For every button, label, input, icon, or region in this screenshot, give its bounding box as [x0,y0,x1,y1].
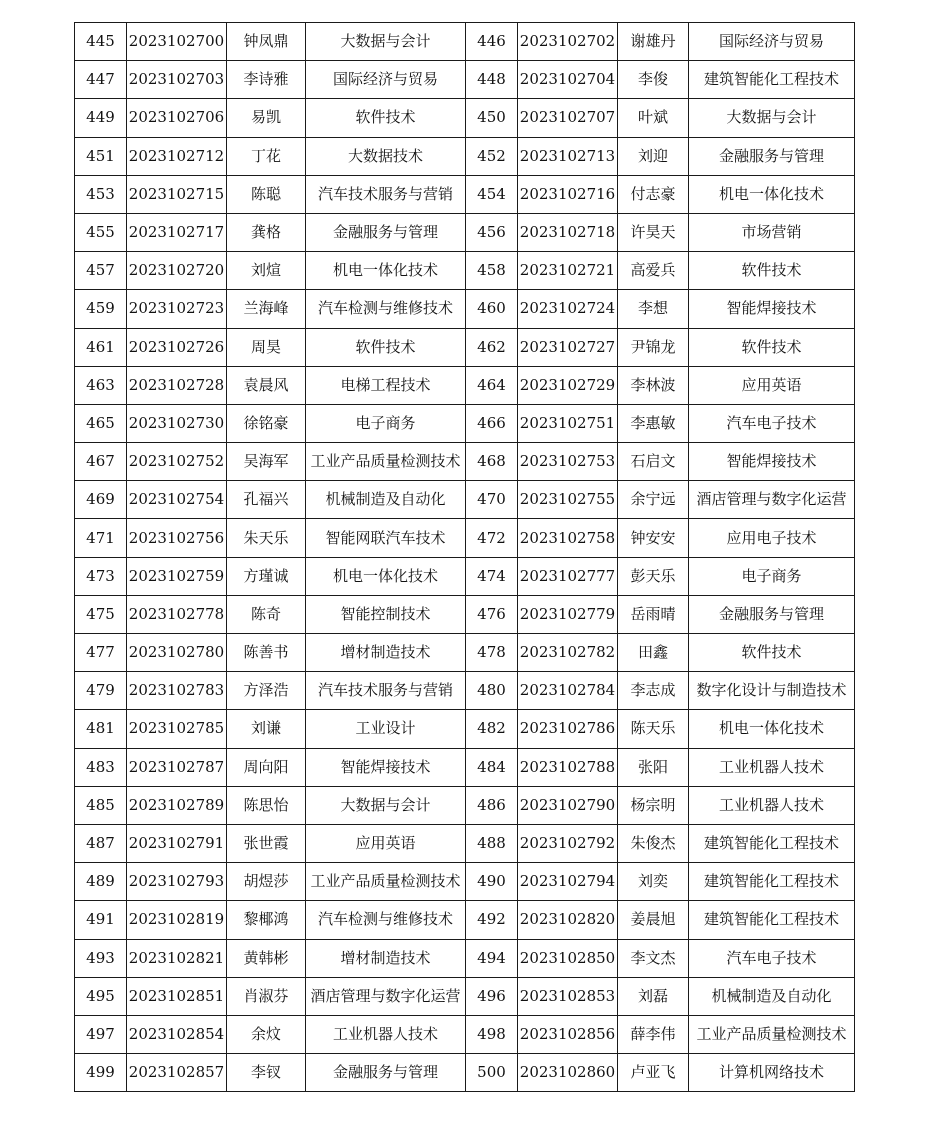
seq-number-cell: 451 [75,137,127,175]
major-cell: 工业设计 [306,710,466,748]
table-row [75,977,855,1015]
student-id-cell: 2023102779 [518,595,618,633]
student-id-cell: 2023102716 [518,175,618,213]
major-cell: 汽车技术服务与营销 [306,672,466,710]
student-name-cell: 李志成 [618,672,689,710]
seq-number-cell: 473 [75,557,127,595]
student-id-cell: 2023102784 [518,672,618,710]
major-cell: 增材制造技术 [306,939,466,977]
student-id-cell: 2023102777 [518,557,618,595]
table-row [75,634,855,672]
major-cell: 酒店管理与数字化运营 [306,977,466,1015]
seq-number-cell: 456 [466,213,518,251]
student-id-cell: 2023102730 [127,404,227,442]
student-id-cell: 2023102819 [127,901,227,939]
seq-number-cell: 481 [75,710,127,748]
table-row [75,901,855,939]
student-id-cell: 2023102782 [518,634,618,672]
major-cell: 智能焊接技术 [306,748,466,786]
major-cell: 机电一体化技术 [306,557,466,595]
student-id-cell: 2023102860 [518,1054,618,1092]
student-id-cell: 2023102724 [518,290,618,328]
major-cell: 机械制造及自动化 [306,481,466,519]
student-id-cell: 2023102789 [127,786,227,824]
seq-number-cell: 500 [466,1054,518,1092]
student-name-cell: 钟安安 [618,519,689,557]
seq-number-cell: 476 [466,595,518,633]
student-name-cell: 姜晨旭 [618,901,689,939]
seq-number-cell: 497 [75,1015,127,1053]
major-cell: 软件技术 [689,328,855,366]
seq-number-cell: 467 [75,443,127,481]
table-row [75,481,855,519]
student-name-cell: 陈思怡 [227,786,306,824]
student-id-cell: 2023102706 [127,99,227,137]
major-cell: 酒店管理与数字化运营 [689,481,855,519]
student-name-cell: 陈聪 [227,175,306,213]
student-id-cell: 2023102792 [518,824,618,862]
major-cell: 建筑智能化工程技术 [689,824,855,862]
table-row [75,404,855,442]
major-cell: 工业产品质量检测技术 [689,1015,855,1053]
major-cell: 大数据与会计 [689,99,855,137]
major-cell: 计算机网络技术 [689,1054,855,1092]
roster-body [75,23,855,1092]
student-id-cell: 2023102718 [518,213,618,251]
student-id-cell: 2023102850 [518,939,618,977]
seq-number-cell: 449 [75,99,127,137]
table-row [75,137,855,175]
student-name-cell: 陈天乐 [618,710,689,748]
student-id-cell: 2023102856 [518,1015,618,1053]
seq-number-cell: 464 [466,366,518,404]
major-cell: 机电一体化技术 [306,252,466,290]
student-id-cell: 2023102756 [127,519,227,557]
table-row [75,939,855,977]
student-id-cell: 2023102704 [518,61,618,99]
seq-number-cell: 494 [466,939,518,977]
student-id-cell: 2023102753 [518,443,618,481]
student-name-cell: 易凯 [227,99,306,137]
major-cell: 汽车技术服务与营销 [306,175,466,213]
seq-number-cell: 469 [75,481,127,519]
student-id-cell: 2023102783 [127,672,227,710]
major-cell: 大数据与会计 [306,23,466,61]
student-name-cell: 龚格 [227,213,306,251]
major-cell: 增材制造技术 [306,634,466,672]
student-name-cell: 刘煊 [227,252,306,290]
major-cell: 工业机器人技术 [306,1015,466,1053]
student-id-cell: 2023102785 [127,710,227,748]
major-cell: 应用英语 [689,366,855,404]
table-row [75,863,855,901]
seq-number-cell: 466 [466,404,518,442]
major-cell: 金融服务与管理 [689,137,855,175]
student-id-cell: 2023102790 [518,786,618,824]
student-id-cell: 2023102715 [127,175,227,213]
student-name-cell: 朱俊杰 [618,824,689,862]
student-name-cell: 肖淑芬 [227,977,306,1015]
table-row [75,710,855,748]
student-name-cell: 岳雨晴 [618,595,689,633]
seq-number-cell: 452 [466,137,518,175]
seq-number-cell: 472 [466,519,518,557]
student-name-cell: 杨宗明 [618,786,689,824]
seq-number-cell: 446 [466,23,518,61]
student-name-cell: 谢雄丹 [618,23,689,61]
seq-number-cell: 479 [75,672,127,710]
student-id-cell: 2023102720 [127,252,227,290]
major-cell: 数字化设计与制造技术 [689,672,855,710]
seq-number-cell: 483 [75,748,127,786]
seq-number-cell: 465 [75,404,127,442]
student-id-cell: 2023102729 [518,366,618,404]
seq-number-cell: 491 [75,901,127,939]
student-name-cell: 陈奇 [227,595,306,633]
student-name-cell: 田鑫 [618,634,689,672]
seq-number-cell: 488 [466,824,518,862]
table-row [75,99,855,137]
student-id-cell: 2023102700 [127,23,227,61]
student-name-cell: 钟凤鼎 [227,23,306,61]
student-id-cell: 2023102755 [518,481,618,519]
student-name-cell: 李文杰 [618,939,689,977]
student-name-cell: 李林波 [618,366,689,404]
seq-number-cell: 448 [466,61,518,99]
student-id-cell: 2023102721 [518,252,618,290]
table-row [75,519,855,557]
table-row [75,1054,855,1092]
student-name-cell: 尹锦龙 [618,328,689,366]
student-id-cell: 2023102707 [518,99,618,137]
seq-number-cell: 447 [75,61,127,99]
student-name-cell: 兰海峰 [227,290,306,328]
student-id-cell: 2023102759 [127,557,227,595]
student-name-cell: 丁花 [227,137,306,175]
major-cell: 电子商务 [689,557,855,595]
major-cell: 建筑智能化工程技术 [689,901,855,939]
seq-number-cell: 463 [75,366,127,404]
seq-number-cell: 499 [75,1054,127,1092]
student-id-cell: 2023102702 [518,23,618,61]
seq-number-cell: 445 [75,23,127,61]
seq-number-cell: 477 [75,634,127,672]
student-name-cell: 刘奕 [618,863,689,901]
major-cell: 建筑智能化工程技术 [689,863,855,901]
student-name-cell: 余宁远 [618,481,689,519]
major-cell: 工业机器人技术 [689,748,855,786]
seq-number-cell: 482 [466,710,518,748]
student-name-cell: 方瑾诚 [227,557,306,595]
student-name-cell: 陈善书 [227,634,306,672]
student-id-cell: 2023102853 [518,977,618,1015]
major-cell: 金融服务与管理 [306,213,466,251]
student-id-cell: 2023102791 [127,824,227,862]
student-roster-table [74,22,855,1092]
student-name-cell: 许昊天 [618,213,689,251]
student-name-cell: 周昊 [227,328,306,366]
student-name-cell: 孔福兴 [227,481,306,519]
student-name-cell: 刘迎 [618,137,689,175]
student-id-cell: 2023102854 [127,1015,227,1053]
major-cell: 软件技术 [689,252,855,290]
table-row [75,443,855,481]
student-name-cell: 李俊 [618,61,689,99]
major-cell: 国际经济与贸易 [689,23,855,61]
student-name-cell: 李惠敏 [618,404,689,442]
student-id-cell: 2023102728 [127,366,227,404]
seq-number-cell: 490 [466,863,518,901]
major-cell: 工业产品质量检测技术 [306,443,466,481]
major-cell: 软件技术 [306,99,466,137]
student-name-cell: 叶斌 [618,99,689,137]
student-name-cell: 高爱兵 [618,252,689,290]
seq-number-cell: 457 [75,252,127,290]
major-cell: 国际经济与贸易 [306,61,466,99]
seq-number-cell: 458 [466,252,518,290]
student-id-cell: 2023102786 [518,710,618,748]
student-id-cell: 2023102820 [518,901,618,939]
student-name-cell: 李诗雅 [227,61,306,99]
major-cell: 智能焊接技术 [689,443,855,481]
student-name-cell: 袁晨风 [227,366,306,404]
major-cell: 大数据技术 [306,137,466,175]
seq-number-cell: 475 [75,595,127,633]
seq-number-cell: 480 [466,672,518,710]
student-id-cell: 2023102717 [127,213,227,251]
major-cell: 电梯工程技术 [306,366,466,404]
student-id-cell: 2023102713 [518,137,618,175]
major-cell: 机械制造及自动化 [689,977,855,1015]
seq-number-cell: 459 [75,290,127,328]
student-id-cell: 2023102758 [518,519,618,557]
student-id-cell: 2023102727 [518,328,618,366]
major-cell: 汽车检测与维修技术 [306,901,466,939]
student-id-cell: 2023102788 [518,748,618,786]
table-row [75,252,855,290]
seq-number-cell: 489 [75,863,127,901]
seq-number-cell: 453 [75,175,127,213]
table-row [75,175,855,213]
student-name-cell: 黎椰鸿 [227,901,306,939]
seq-number-cell: 454 [466,175,518,213]
major-cell: 软件技术 [689,634,855,672]
table-row [75,213,855,251]
student-id-cell: 2023102754 [127,481,227,519]
table-row [75,748,855,786]
major-cell: 机电一体化技术 [689,710,855,748]
table-row [75,557,855,595]
major-cell: 机电一体化技术 [689,175,855,213]
table-row [75,61,855,99]
seq-number-cell: 487 [75,824,127,862]
table-row [75,672,855,710]
student-name-cell: 刘磊 [618,977,689,1015]
student-id-cell: 2023102778 [127,595,227,633]
major-cell: 汽车电子技术 [689,939,855,977]
student-id-cell: 2023102726 [127,328,227,366]
major-cell: 金融服务与管理 [306,1054,466,1092]
student-name-cell: 薛李伟 [618,1015,689,1053]
major-cell: 工业机器人技术 [689,786,855,824]
seq-number-cell: 478 [466,634,518,672]
student-id-cell: 2023102780 [127,634,227,672]
seq-number-cell: 486 [466,786,518,824]
student-name-cell: 余炆 [227,1015,306,1053]
table-row [75,328,855,366]
student-id-cell: 2023102712 [127,137,227,175]
table-row [75,786,855,824]
table-row [75,824,855,862]
seq-number-cell: 471 [75,519,127,557]
major-cell: 汽车电子技术 [689,404,855,442]
student-name-cell: 李钗 [227,1054,306,1092]
major-cell: 建筑智能化工程技术 [689,61,855,99]
seq-number-cell: 485 [75,786,127,824]
student-name-cell: 胡煜莎 [227,863,306,901]
seq-number-cell: 496 [466,977,518,1015]
student-id-cell: 2023102794 [518,863,618,901]
student-id-cell: 2023102787 [127,748,227,786]
student-name-cell: 方泽浩 [227,672,306,710]
student-id-cell: 2023102751 [518,404,618,442]
seq-number-cell: 484 [466,748,518,786]
seq-number-cell: 493 [75,939,127,977]
student-id-cell: 2023102857 [127,1054,227,1092]
seq-number-cell: 498 [466,1015,518,1053]
student-name-cell: 付志豪 [618,175,689,213]
student-id-cell: 2023102793 [127,863,227,901]
major-cell: 软件技术 [306,328,466,366]
major-cell: 市场营销 [689,213,855,251]
seq-number-cell: 461 [75,328,127,366]
seq-number-cell: 468 [466,443,518,481]
student-name-cell: 彭天乐 [618,557,689,595]
student-id-cell: 2023102821 [127,939,227,977]
student-id-cell: 2023102851 [127,977,227,1015]
table-row [75,595,855,633]
student-name-cell: 李想 [618,290,689,328]
seq-number-cell: 455 [75,213,127,251]
seq-number-cell: 470 [466,481,518,519]
seq-number-cell: 450 [466,99,518,137]
major-cell: 工业产品质量检测技术 [306,863,466,901]
student-id-cell: 2023102723 [127,290,227,328]
student-name-cell: 朱天乐 [227,519,306,557]
seq-number-cell: 462 [466,328,518,366]
student-name-cell: 刘谦 [227,710,306,748]
student-name-cell: 徐铭豪 [227,404,306,442]
student-name-cell: 石启文 [618,443,689,481]
student-name-cell: 吴海军 [227,443,306,481]
major-cell: 应用电子技术 [689,519,855,557]
table-row [75,366,855,404]
student-name-cell: 周向阳 [227,748,306,786]
student-id-cell: 2023102703 [127,61,227,99]
major-cell: 智能网联汽车技术 [306,519,466,557]
student-id-cell: 2023102752 [127,443,227,481]
major-cell: 大数据与会计 [306,786,466,824]
major-cell: 智能焊接技术 [689,290,855,328]
seq-number-cell: 474 [466,557,518,595]
major-cell: 金融服务与管理 [689,595,855,633]
student-name-cell: 张阳 [618,748,689,786]
table-row [75,23,855,61]
major-cell: 电子商务 [306,404,466,442]
major-cell: 应用英语 [306,824,466,862]
seq-number-cell: 495 [75,977,127,1015]
table-row [75,290,855,328]
student-name-cell: 卢亚飞 [618,1054,689,1092]
seq-number-cell: 460 [466,290,518,328]
student-name-cell: 黄韩彬 [227,939,306,977]
major-cell: 智能控制技术 [306,595,466,633]
seq-number-cell: 492 [466,901,518,939]
student-name-cell: 张世霞 [227,824,306,862]
major-cell: 汽车检测与维修技术 [306,290,466,328]
table-row [75,1015,855,1053]
